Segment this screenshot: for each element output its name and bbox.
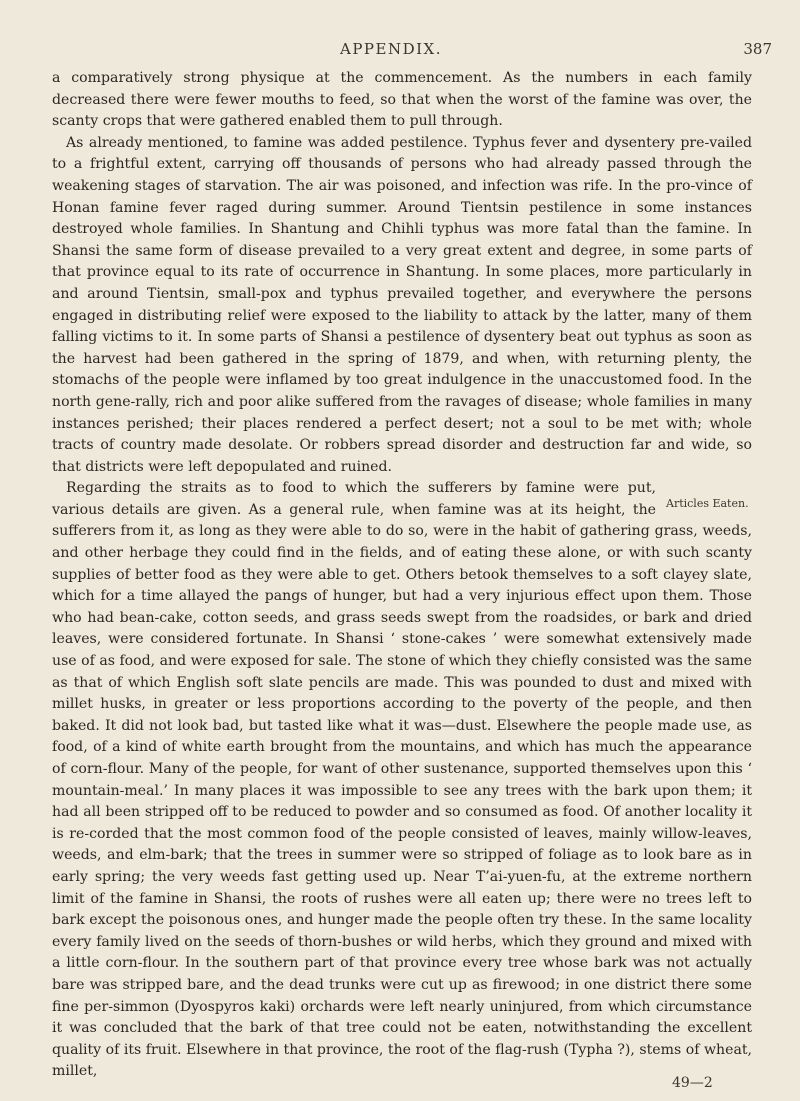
paragraph-1: a comparatively strong physique at the commencement. As the numbers in each family decreased there were fewer mouths to feed, so that when the worst of the famine was over, the scanty crops that were gathered enabled them to pull through. [52, 70, 752, 130]
signature-mark: 49—2 [672, 1075, 713, 1091]
margin-note: Articles Eaten. [666, 497, 749, 511]
running-title: APPENDIX. [340, 40, 442, 58]
paragraph-2: As already mentioned, to famine was added pestilence. Typhus fever and dysentery pre-vailed to a frightful extent, carrying off thousands of persons who had already passed through the weakening stages of starvation. The air was poisoned, and infection was rife. In the pro-vince of Honan famine fever raged during summer. Around Tientsin pestilence in some instances destroyed whole families. In Shantung and Chihli typhus was more fatal than the famine. In Shansi the same form of disease prevailed to a very great extent and degree, in some parts of that province equal to its rate of occurrence in Shantung. In some places, more particularly in and around Tientsin, small-pox and typhus prevailed together, and everywhere the persons engaged in distributing relief were exposed to the liability to attack by the latter, many of them falling victims to it. In some parts of Shansi a pestilence of dysentery beat out typhus as soon as the harvest had been gathered in the spring of 1879, and when, with returning plenty, the stomachs of the people were inflamed by too great indulgence in the unaccustomed food. In the north gene-rally, rich and poor alike suffered from the ravages of disease; whole families in many instances perished; their places rendered a perfect desert; not a soul to be met with; whole tracts of country made desolate. Or robbers spread disorder and destruction far and wide, so that districts were left depopulated and ruined. [52, 134, 752, 475]
paragraph-3-wrapper [52, 478, 752, 1083]
body-text [52, 68, 752, 1083]
page-number: 387 [743, 40, 772, 58]
paragraph-3: Regarding the straits as to food to which the sufferers by famine were put, various details are given. As a general rule, when famine was at its height, the sufferers from it, as long as they were able to do so, were in the habit of gathering grass, weeds, and other herbage they could find in the fields, and of eating these alone, or with such scanty supplies of better food as they were able to get. Others betook themselves to a soft clayey slate, which for a time allayed the pangs of hunger, but had a very injurious effect upon them. Those who had bean-cake, cotton seeds, and grass seeds swept from the roadsides, or bark and dried leaves, were considered fortunate. In Shansi ‘ stone-cakes ’ were somewhat extensively made use of as food, and were exposed for sale. The stone of which they chiefly consisted was the same as that of which English soft slate pencils are made. This was pounded to dust and mixed with millet husks, in greater or less proportions according to the poverty of the people, and then baked. It did not look bad, but tasted like what it was—dust. Elsewhere the people made use, as food, of a kind of white earth brought from the mountains, and which has much the appearance of corn-flour. Many of the people, for want of other sustenance, supported themselves upon this ‘ mountain-meal.’ In many places it was impossible to see any trees with the bark upon them; it had all been stripped off to be reduced to powder and so consumed as food. Of another locality it is re-corded that the most common food of the people consisted of leaves, mainly willow-leaves, weeds, and elm-bark; that the trees in summer were so stripped of foliage as to look bare as in early spring; the very weeds fast getting used up. Near T’ai-yuen-fu, at the extreme northern limit of the famine in Shansi, the roots of rushes were all eaten up; there were no trees left to bark except the poisonous ones, and hunger made the people often try these. In the same locality every family lived on the seeds of thorn-bushes or wild herbs, which they ground and mixed with a little corn-flour. In the southern part of that province every tree whose bark was not actually bare was stripped bare, and the dead trunks were cut up as firewood; in one district there some fine per-simmon (Dyospyros kaki) orchards were left nearly uninjured, from which circumstance it was concluded that the bark of that tree could not be eaten, notwithstanding the excellent quality of its fruit. Elsewhere in that province, the root of the flag-rush (Typha ?), stems of wheat, millet, [52, 480, 752, 1080]
